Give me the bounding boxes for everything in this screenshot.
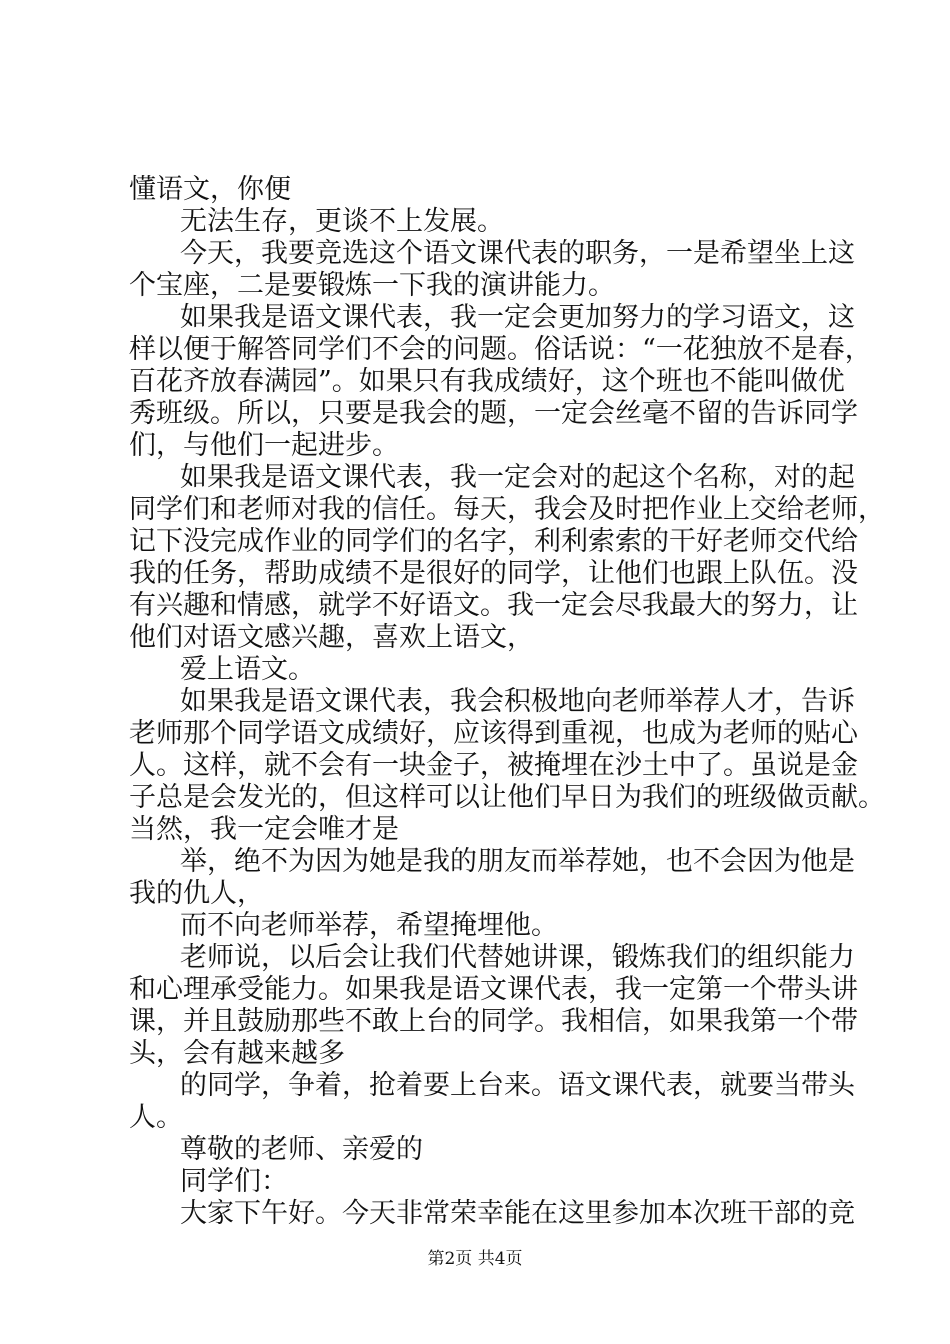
text-line: 大家下午好。今天非常荣幸能在这里参加本次班干部的竞 xyxy=(180,1198,855,1229)
text-line: 人。这样，就不会有一块金子，被掩埋在沙土中了。虽说是金 xyxy=(129,750,858,781)
text-line: 秀班级。所以，只要是我会的题，一定会丝毫不留的告诉同学 xyxy=(129,398,858,429)
text-line: 懂语文，你便 xyxy=(129,174,291,205)
text-line: 无法生存，更谈不上发展。 xyxy=(180,206,504,237)
text-line: 同学们： xyxy=(180,1166,288,1197)
text-line: 个宝座，二是要锻炼一下我的演讲能力。 xyxy=(129,270,615,301)
text-line: 课，并且鼓励那些不敢上台的同学。我相信，如果我第一个带 xyxy=(129,1006,858,1037)
text-line: 百花齐放春满园”。如果只有我成绩好，这个班也不能叫做优 xyxy=(129,366,845,397)
text-line: 人。 xyxy=(129,1102,183,1133)
text-line: 如果我是语文课代表，我一定会对的起这个名称，对的起 xyxy=(180,462,855,493)
text-line: 我的任务，帮助成绩不是很好的同学，让他们也跟上队伍。没 xyxy=(129,558,858,589)
text-line: 我的仇人， xyxy=(129,878,264,909)
text-line: 当然，我一定会唯才是 xyxy=(129,814,399,845)
text-line: 子总是会发光的，但这样可以让他们早日为我们的班级做贡献。 xyxy=(129,782,885,813)
text-line: 如果我是语文课代表，我会积极地向老师举荐人才，告诉 xyxy=(180,686,855,717)
text-line: 举，绝不为因为她是我的朋友而举荐她，也不会因为他是 xyxy=(180,846,855,877)
text-line: 样以便于解答同学们不会的问题。俗话说：“一花独放不是春， xyxy=(129,334,872,365)
text-line: 而不向老师举荐，希望掩埋他。 xyxy=(180,910,558,941)
text-line: 同学们和老师对我的信任。每天，我会及时把作业上交给老师， xyxy=(129,494,885,525)
text-line: 今天，我要竞选这个语文课代表的职务，一是希望坐上这 xyxy=(180,238,855,269)
text-line: 有兴趣和情感，就学不好语文。我一定会尽我最大的努力，让 xyxy=(129,590,858,621)
text-line: 如果我是语文课代表，我一定会更加努力的学习语文，这 xyxy=(180,302,855,333)
text-line: 头，会有越来越多 xyxy=(129,1038,345,1069)
text-line: 老师说，以后会让我们代替她讲课，锻炼我们的组织能力 xyxy=(180,942,855,973)
text-line: 记下没完成作业的同学们的名字，利利索索的干好老师交代给 xyxy=(129,526,858,557)
page-number: 第2页 共4页 xyxy=(427,1249,523,1269)
text-line: 他们对语文感兴趣，喜欢上语文， xyxy=(129,622,534,653)
text-line: 的同学，争着，抢着要上台来。语文课代表，就要当带头 xyxy=(180,1070,855,1101)
text-line: 们，与他们一起进步。 xyxy=(129,430,399,461)
text-line: 和心理承受能力。如果我是语文课代表，我一定第一个带头讲 xyxy=(129,974,858,1005)
text-line: 尊敬的老师、亲爱的 xyxy=(180,1134,423,1165)
text-line: 老师那个同学语文成绩好，应该得到重视，也成为老师的贴心 xyxy=(129,718,858,749)
text-line: 爱上语文。 xyxy=(180,654,315,685)
